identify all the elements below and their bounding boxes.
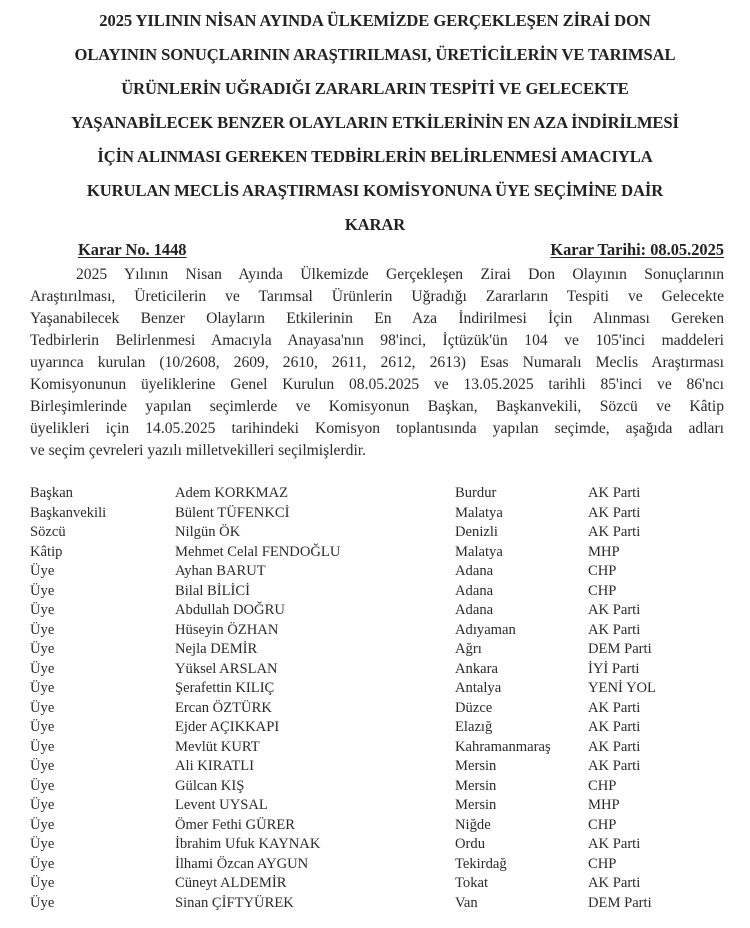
member-party: YENİ YOL xyxy=(588,680,656,696)
member-city: Adıyaman xyxy=(455,621,516,638)
member-name: Ali KIRATLI xyxy=(175,758,255,774)
member-row xyxy=(30,640,730,660)
member-role: Üye xyxy=(30,582,55,599)
title-line: ÜRÜNLERİN UĞRADIĞI ZARARLARIN TESPİTİ VE GELECEKTE xyxy=(121,79,629,98)
member-row xyxy=(30,894,730,914)
member-role: Üye xyxy=(30,660,55,677)
title-line: KARAR xyxy=(344,215,406,234)
member-name: Adem KORKMAZ xyxy=(175,485,289,501)
member-row xyxy=(30,523,730,543)
body-line: üyelikleri için 14.05.2025 tarihindeki Komisyon toplantısında yapılan seçimde, aşağıda adları xyxy=(30,420,724,437)
member-city: Malatya xyxy=(455,504,503,521)
member-party: DEM Parti xyxy=(588,894,652,911)
body-line: Tedbirlerin Belirlenmesi Amacıyla Anayasa'nın 98'inci, İçtüzük'ün 104 ve 105'inci maddeleri xyxy=(30,332,724,349)
title-line: İÇİN ALINMASI GEREKEN TEDBİRLERİN BELİRLENMESİ AMACIYLA xyxy=(97,147,653,166)
title-line: YAŞANABİLECEK BENZER OLAYLARIN ETKİLERİNİN EN AZA İNDİRİLMESİ xyxy=(71,113,679,132)
member-role: Üye xyxy=(30,602,55,618)
member-city: Ordu xyxy=(455,836,485,852)
member-city: Adana xyxy=(455,563,494,579)
member-role: Başkan xyxy=(30,485,73,501)
member-name: Sinan ÇİFTYÜREK xyxy=(175,894,294,911)
member-name: Abdullah DOĞRU xyxy=(175,602,285,618)
member-row xyxy=(30,679,730,699)
member-role: Üye xyxy=(30,699,55,716)
member-city: Tekirdağ xyxy=(455,855,507,872)
member-name: Ejder AÇIKKAPI xyxy=(175,719,280,735)
member-city: Kahramanmaraş xyxy=(455,738,551,755)
member-party: AK Parti xyxy=(588,524,641,540)
member-party: AK Parti xyxy=(588,719,641,735)
member-city: Burdur xyxy=(455,485,497,501)
member-role: Üye xyxy=(30,758,55,774)
document-title xyxy=(20,4,730,242)
member-name: Ömer Fethi GÜRER xyxy=(175,816,295,833)
member-row xyxy=(30,621,730,641)
member-city: Adana xyxy=(455,602,494,618)
member-party: AK Parti xyxy=(588,602,641,618)
member-row xyxy=(30,543,730,563)
member-role: Üye xyxy=(30,563,55,579)
member-role: Üye xyxy=(30,641,55,657)
member-city: Adana xyxy=(455,582,494,599)
body-line: uyarınca kurulan (10/2608, 2609, 2610, 2611, 2612, 2613) Esas Numaralı Meclis Araştırması xyxy=(30,354,724,371)
member-city: Ankara xyxy=(455,660,498,677)
member-name: Hüseyin ÖZHAN xyxy=(175,621,279,638)
title-line: OLAYININ SONUÇLARININ ARAŞTIRILMASI, ÜRETİCİLERİN VE TARIMSAL xyxy=(74,45,676,64)
member-role: Sözcü xyxy=(30,524,66,540)
member-city: Malatya xyxy=(455,543,503,560)
member-city: Elazığ xyxy=(455,719,493,735)
member-party: AK Parti xyxy=(588,699,641,716)
member-party: AK Parti xyxy=(588,485,641,501)
member-role: Üye xyxy=(30,680,55,696)
member-name: Nilgün ÖK xyxy=(175,524,241,540)
member-party: İYİ Parti xyxy=(588,660,640,677)
member-name: Cüneyt ALDEMİR xyxy=(175,875,287,891)
title-line: KURULAN MECLİS ARAŞTIRMASI KOMİSYONUNA ÜYE SEÇİMİNE DAİR xyxy=(86,181,664,200)
member-name: Levent UYSAL xyxy=(175,797,268,813)
member-name: Mevlüt KURT xyxy=(175,738,260,755)
member-role: Üye xyxy=(30,894,55,911)
member-row xyxy=(30,660,730,680)
member-role: Başkanvekili xyxy=(30,504,107,521)
member-row xyxy=(30,504,730,524)
member-party: CHP xyxy=(588,855,617,872)
member-city: Mersin xyxy=(455,758,497,774)
member-city: Tokat xyxy=(455,875,489,891)
member-list xyxy=(30,484,730,913)
member-role: Üye xyxy=(30,738,55,755)
member-row xyxy=(30,835,730,855)
member-row xyxy=(30,874,730,894)
title-line: 2025 YILININ NİSAN AYINDA ÜLKEMİZDE GERÇEKLEŞEN ZİRAİ DON xyxy=(99,11,651,30)
member-party: MHP xyxy=(588,543,620,560)
member-party: CHP xyxy=(588,563,617,579)
member-name: Ayhan BARUT xyxy=(175,563,266,579)
member-name: Şerafettin KILIÇ xyxy=(175,680,275,696)
member-name: Bülent TÜFENKCİ xyxy=(175,504,290,521)
member-name: İlhami Özcan AYGUN xyxy=(175,855,309,872)
body-line: Araştırılması, Üreticilerin ve Tarımsal Ürünlerin Uğradığı Zararların Tespiti ve Gelecekte xyxy=(30,288,724,305)
member-row xyxy=(30,601,730,621)
member-role: Üye xyxy=(30,836,55,852)
member-row xyxy=(30,699,730,719)
member-party: AK Parti xyxy=(588,621,641,638)
member-row xyxy=(30,718,730,738)
member-row xyxy=(30,757,730,777)
member-party: CHP xyxy=(588,816,617,833)
body-line: Birleşimlerinde yapılan seçimlerde ve Komisyonun Başkan, Başkanvekili, Sözcü ve Kâtip xyxy=(30,398,724,415)
member-city: Düzce xyxy=(455,699,493,716)
member-city: Van xyxy=(455,894,478,911)
member-city: Ağrı xyxy=(455,641,482,657)
member-city: Mersin xyxy=(455,777,497,794)
decision-date: Karar Tarihi: 08.05.2025 xyxy=(550,240,724,259)
member-name: İbrahim Ufuk KAYNAK xyxy=(175,836,321,852)
member-city: Antalya xyxy=(455,680,502,696)
member-role: Üye xyxy=(30,797,55,813)
member-name: Nejla DEMİR xyxy=(175,641,258,657)
member-role: Üye xyxy=(30,777,55,794)
member-role: Üye xyxy=(30,855,55,872)
member-name: Ercan ÖZTÜRK xyxy=(175,699,272,716)
member-row xyxy=(30,796,730,816)
member-row xyxy=(30,582,730,602)
member-party: AK Parti xyxy=(588,836,641,852)
member-party: AK Parti xyxy=(588,504,641,521)
member-row xyxy=(30,816,730,836)
member-party: AK Parti xyxy=(588,758,641,774)
member-name: Gülcan KIŞ xyxy=(175,777,245,794)
member-city: Denizli xyxy=(455,524,498,540)
member-party: DEM Parti xyxy=(588,641,652,657)
body-line: Yaşanabilecek Benzer Olayların Etkilerinin En Aza İndirilmesi İçin Alınması Gereken xyxy=(30,310,724,327)
member-row xyxy=(30,562,730,582)
member-row xyxy=(30,777,730,797)
member-role: Üye xyxy=(30,816,55,833)
member-name: Bilal BİLİCİ xyxy=(175,582,250,599)
member-party: CHP xyxy=(588,582,617,599)
decision-number: Karar No. 1448 xyxy=(78,240,187,259)
member-party: AK Parti xyxy=(588,875,641,891)
member-row xyxy=(30,738,730,758)
member-row xyxy=(30,855,730,875)
member-role: Kâtip xyxy=(30,543,63,560)
member-party: CHP xyxy=(588,777,617,794)
member-row xyxy=(30,484,730,504)
member-role: Üye xyxy=(30,621,55,638)
member-party: MHP xyxy=(588,797,620,813)
member-role: Üye xyxy=(30,719,55,735)
body-paragraph xyxy=(30,264,724,462)
member-party: AK Parti xyxy=(588,738,641,755)
member-name: Yüksel ARSLAN xyxy=(175,660,278,677)
member-city: Niğde xyxy=(455,816,491,833)
member-city: Mersin xyxy=(455,797,497,813)
body-line: Komisyonunun üyeliklerine Genel Kurulun 08.05.2025 ve 13.05.2025 tarihli 85'inci ve 86'ncı xyxy=(30,376,724,393)
decision-header xyxy=(78,240,724,264)
member-name: Mehmet Celal FENDOĞLU xyxy=(175,543,341,560)
body-line: ve seçim çevreleri yazılı milletvekilleri seçilmişlerdir. xyxy=(30,442,367,459)
body-line: 2025 Yılının Nisan Ayında Ülkemizde Gerçekleşen Zirai Don Olayının Sonuçlarının xyxy=(76,266,724,283)
member-role: Üye xyxy=(30,875,55,891)
